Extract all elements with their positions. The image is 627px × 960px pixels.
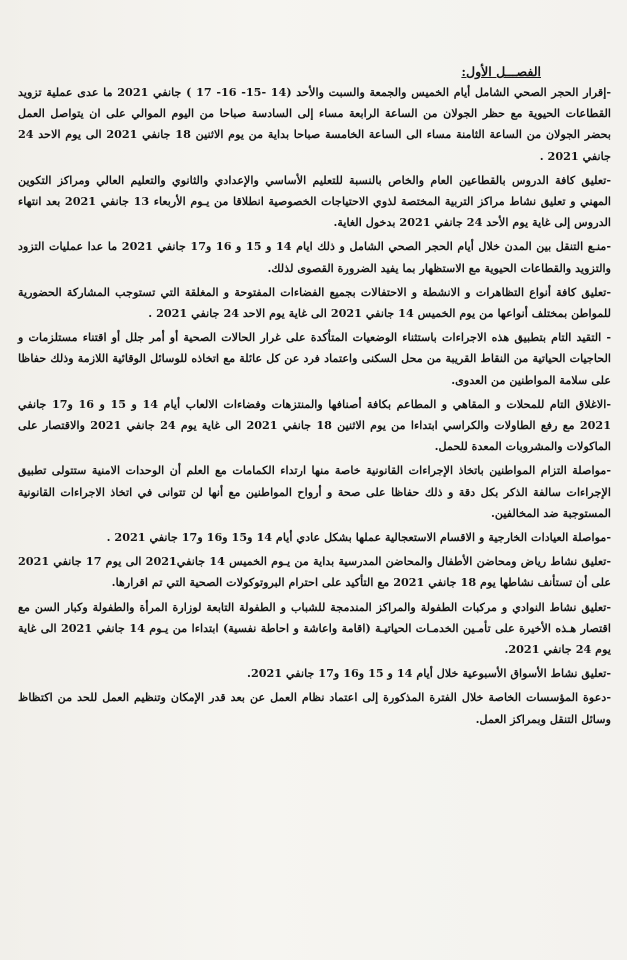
chapter-heading: الفصـــل الأول: — [461, 64, 541, 79]
paragraph-events: -تعليق كافة أنواع التظاهرات و الانشطة و الاحتفالات بجميع الفضاءات المفتوحة و المغلقة التي تستوجب المشاركة الحضورية للمواطن بمختلف أنواعها من يوم الخميس 14 جانفي 2021 الى غاية يوم الاحد 24 جانفي 2021 . — [18, 284, 611, 321]
paragraph-weekly-markets: -تعليق نشاط الأسواق الأسبوعية خلال أيام 14 و 15 و16 و17 جانفي 2021. — [247, 666, 611, 681]
paragraph-shops-closure: -الاغلاق التام للمحلات و المقاهي و المطاعم بكافة أصنافها والمنتزهات وفضاءات الالعاب أيام 14 و 15 و 16 و17 جانفي 2021 مع رفع الطاولات والكراسي ابتداءا من يوم الاثنين 18 جانفي 2021 الى غاية يوم 24 جانفي 2021 والاقتصار على الماكولات والمشروبات المعدة للحمل. — [18, 396, 611, 454]
paragraph-youth-clubs: -تعليق نشاط النوادي و مركبات الطفولة والمراكز المندمجة للشباب و الطفولة التابعة لوزارة المرأة والطفولة وكبار السن مع اقتصار هـذه الأخيرة على تأمـين الخدمـات الحياتيـة (اقامة واعاشة و احاطة نفسية) ابتداءا من يـوم 14 جانفي 2021 الى غاية يوم 24 جانفي 2021. — [18, 599, 611, 657]
paragraph-schools: -تعليق كافة الدروس بالقطاعين العام والخاص بالنسبة للتعليم الأساسي والإعدادي والثانوي والتعليم العالي ومراكز التكوين المهني و تعليق نشاط مراكز التربية المختصة لذوي الاحتياجات الخصوصية انطلاقا من يـوم الأربعاء 13 جانفي 2021 بعد انتهاء الدروس إلى غاية يوم الأحد 24 جانفي 2021 بدخول الغاية. — [18, 172, 611, 230]
paragraph-lockdown: -إقرار الحجر الصحي الشامل أيام الخميس والجمعة والسبت والأحد (14 -15- 16- 17 ) جانفي 2021 ما عدى عملية تزويد القطاعات الحيوية مع حظر الجولان من الساعة الرابعة مساء إلى السادسة صباحا من اليوم الموالي على ان يتواصل العمل بحضر الجولان من الساعة الثامنة مساء الى الساعة الخامسة صباحا بداية من يوم الاثنين 18 جانفي 2021 الى يوم الاحد 24 جانفي 2021 . — [18, 85, 611, 163]
paragraph-remote-work: -دعوة المؤسسات الخاصة خلال الفترة المذكورة إلى اعتماد نظام العمل عن بعد قدر الإمكان وتنظيم العمل للحد من اكتظاظ وسائل التنقل وبمراكز العمل. — [18, 690, 611, 726]
document-body — [18, 62, 611, 730]
paragraph-travel-ban: -منـع التنقل بين المدن خلال أيام الحجر الصحي الشامل و ذلك ايام 14 و 15 و 16 و17 جانفي 2021 ما عدا عمليات التزود والتزويد والقطاعات الحيوية مع الاستظهار بما يفيد الضرورة القصوى لذلك. — [18, 239, 611, 275]
paragraph-kindergartens: -تعليق نشاط رياض ومحاضن الأطفال والمحاضن المدرسية بداية من يـوم الخميس 14 جانفي2021 الى يوم 17 جانفي 2021 على أن تستأنف نشاطها يوم 18 جانفي 2021 مع التأكيد على احترام البروتوكولات الصحية التي تم اقرارها. — [18, 554, 611, 590]
paragraph-compliance: - التقيد التام بتطبيق هذه الاجراءات باستثناء الوضعيات المتأكدة على غرار الحالات الصحية أو أمر جلل أو اقتناء مستلزمات و الحاجيات الحياتية من النقاط القريبة من محل السكنى واعتماد فرد عن كل عائلة مع اتخاذه للوسائل الوقائية اللازمة وذلك حفاظا على سلامة المواطنين من العدوى. — [18, 330, 611, 387]
paragraph-masks: -مواصلة التزام المواطنين باتخاذ الإجراءات القانونية خاصة منها ارتداء الكمامات مع العلم أن الوحدات الامنية ستتولى تطبيق الإجراءات سالفة الذكر بكل دقة و ذلك حفاظا على صحة و أرواح المواطنين مع أنها لن تتوانى في اتخاذ الاجراءات القانونية المستوجبة ضد المخالفين. — [18, 463, 611, 520]
paragraph-clinics: -مواصلة العيادات الخارجية و الاقسام الاستعجالية عملها بشكل عادي أيام 14 و15 و16 و17 جانفي 2021 . — [106, 530, 611, 545]
